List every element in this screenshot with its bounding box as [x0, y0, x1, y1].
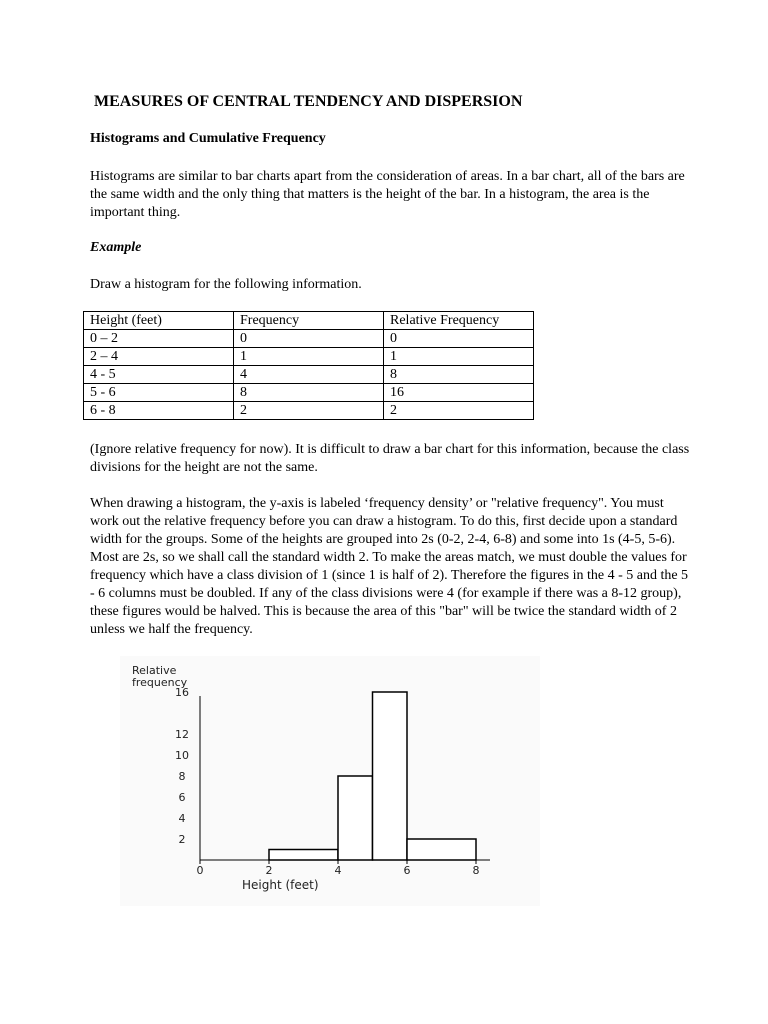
instruction-text: Draw a histogram for the following information. [90, 277, 362, 292]
y-tick-label: 12 [175, 728, 189, 741]
frequency-table [83, 311, 534, 420]
table-row [84, 330, 534, 348]
histogram-bar [407, 839, 476, 860]
section-heading: Histograms and Cumulative Frequency [90, 131, 326, 146]
histogram-bar [269, 850, 338, 861]
x-tick-label: 4 [334, 864, 342, 877]
x-tick-label: 2 [265, 864, 273, 877]
table-header-cell: Frequency [234, 312, 384, 330]
y-tick-label: 8 [178, 770, 186, 783]
table-cell: 2 – 4 [84, 348, 234, 366]
table-cell: 1 [384, 348, 534, 366]
table-cell: 4 [234, 366, 384, 384]
table-cell: 0 [384, 330, 534, 348]
table-cell: 2 [234, 402, 384, 420]
table-row [84, 366, 534, 384]
explanation-paragraph: When drawing a histogram, the y-axis is labeled ‘frequency density’ or "relative frequency". You must work out the relative frequency before you can draw a histogram. To do this, first decide upon a standard width for the groups. Some of the heights are grouped into 2s (0-2, 2-4, 6-8) and some into 1s (4-5, 5-6). Most are 2s, so we shall call the standard width 2. To make the areas match, we must double the values for frequency which have a class division of 1 (since 1 is half of 2). Therefore the figures in the 4 - 5 and the 5 - 6 columns must be doubled. If any of the class divisions were 4 (for example if there was a 8-12 group), these figures would be halved. This is because the area of this "bar" will be twice the standard width of 2 unless we half the frequency. [90, 496, 689, 637]
table-row [84, 348, 534, 366]
y-tick-label: 2 [178, 833, 186, 846]
y-tick-label: 16 [175, 686, 189, 699]
table-header-row [84, 312, 534, 330]
table-cell: 4 - 5 [84, 366, 234, 384]
intro-paragraph: Histograms are similar to bar charts apart from the consideration of areas. In a bar chart, all of the bars are the same width and the only thing that matters is the height of the bar. In a histogram, the area is the important thing. [90, 169, 685, 220]
table-cell: 0 [234, 330, 384, 348]
table-cell: 16 [384, 384, 534, 402]
table-cell: 8 [384, 366, 534, 384]
table-header-cell: Height (feet) [84, 312, 234, 330]
table-row [84, 384, 534, 402]
table-header-cell: Relative Frequency [384, 312, 534, 330]
y-tick-label: 6 [178, 791, 186, 804]
y-tick-label: 4 [178, 812, 186, 825]
table-cell: 8 [234, 384, 384, 402]
table-cell: 1 [234, 348, 384, 366]
histogram-bar [338, 776, 373, 860]
table-cell: 0 – 2 [84, 330, 234, 348]
x-axis-label: Height (feet) [242, 878, 319, 892]
x-tick-label: 0 [196, 864, 204, 877]
histogram-bar [373, 692, 408, 860]
y-axis-label-line2: frequency [132, 676, 188, 689]
example-label: Example [90, 240, 142, 255]
x-tick-label: 8 [472, 864, 480, 877]
y-axis-label-line1: Relative [132, 664, 177, 677]
x-tick-label: 6 [403, 864, 411, 877]
table-row [84, 402, 534, 420]
histogram-chart [120, 656, 540, 906]
y-tick-label: 10 [175, 749, 189, 762]
page-title: MEASURES OF CENTRAL TENDENCY AND DISPERSION [94, 93, 523, 110]
table-cell: 5 - 6 [84, 384, 234, 402]
table-cell: 2 [384, 402, 534, 420]
ignore-paragraph: (Ignore relative frequency for now). It is difficult to draw a bar chart for this information, because the class divisions for the height are not the same. [90, 442, 690, 475]
table-cell: 6 - 8 [84, 402, 234, 420]
